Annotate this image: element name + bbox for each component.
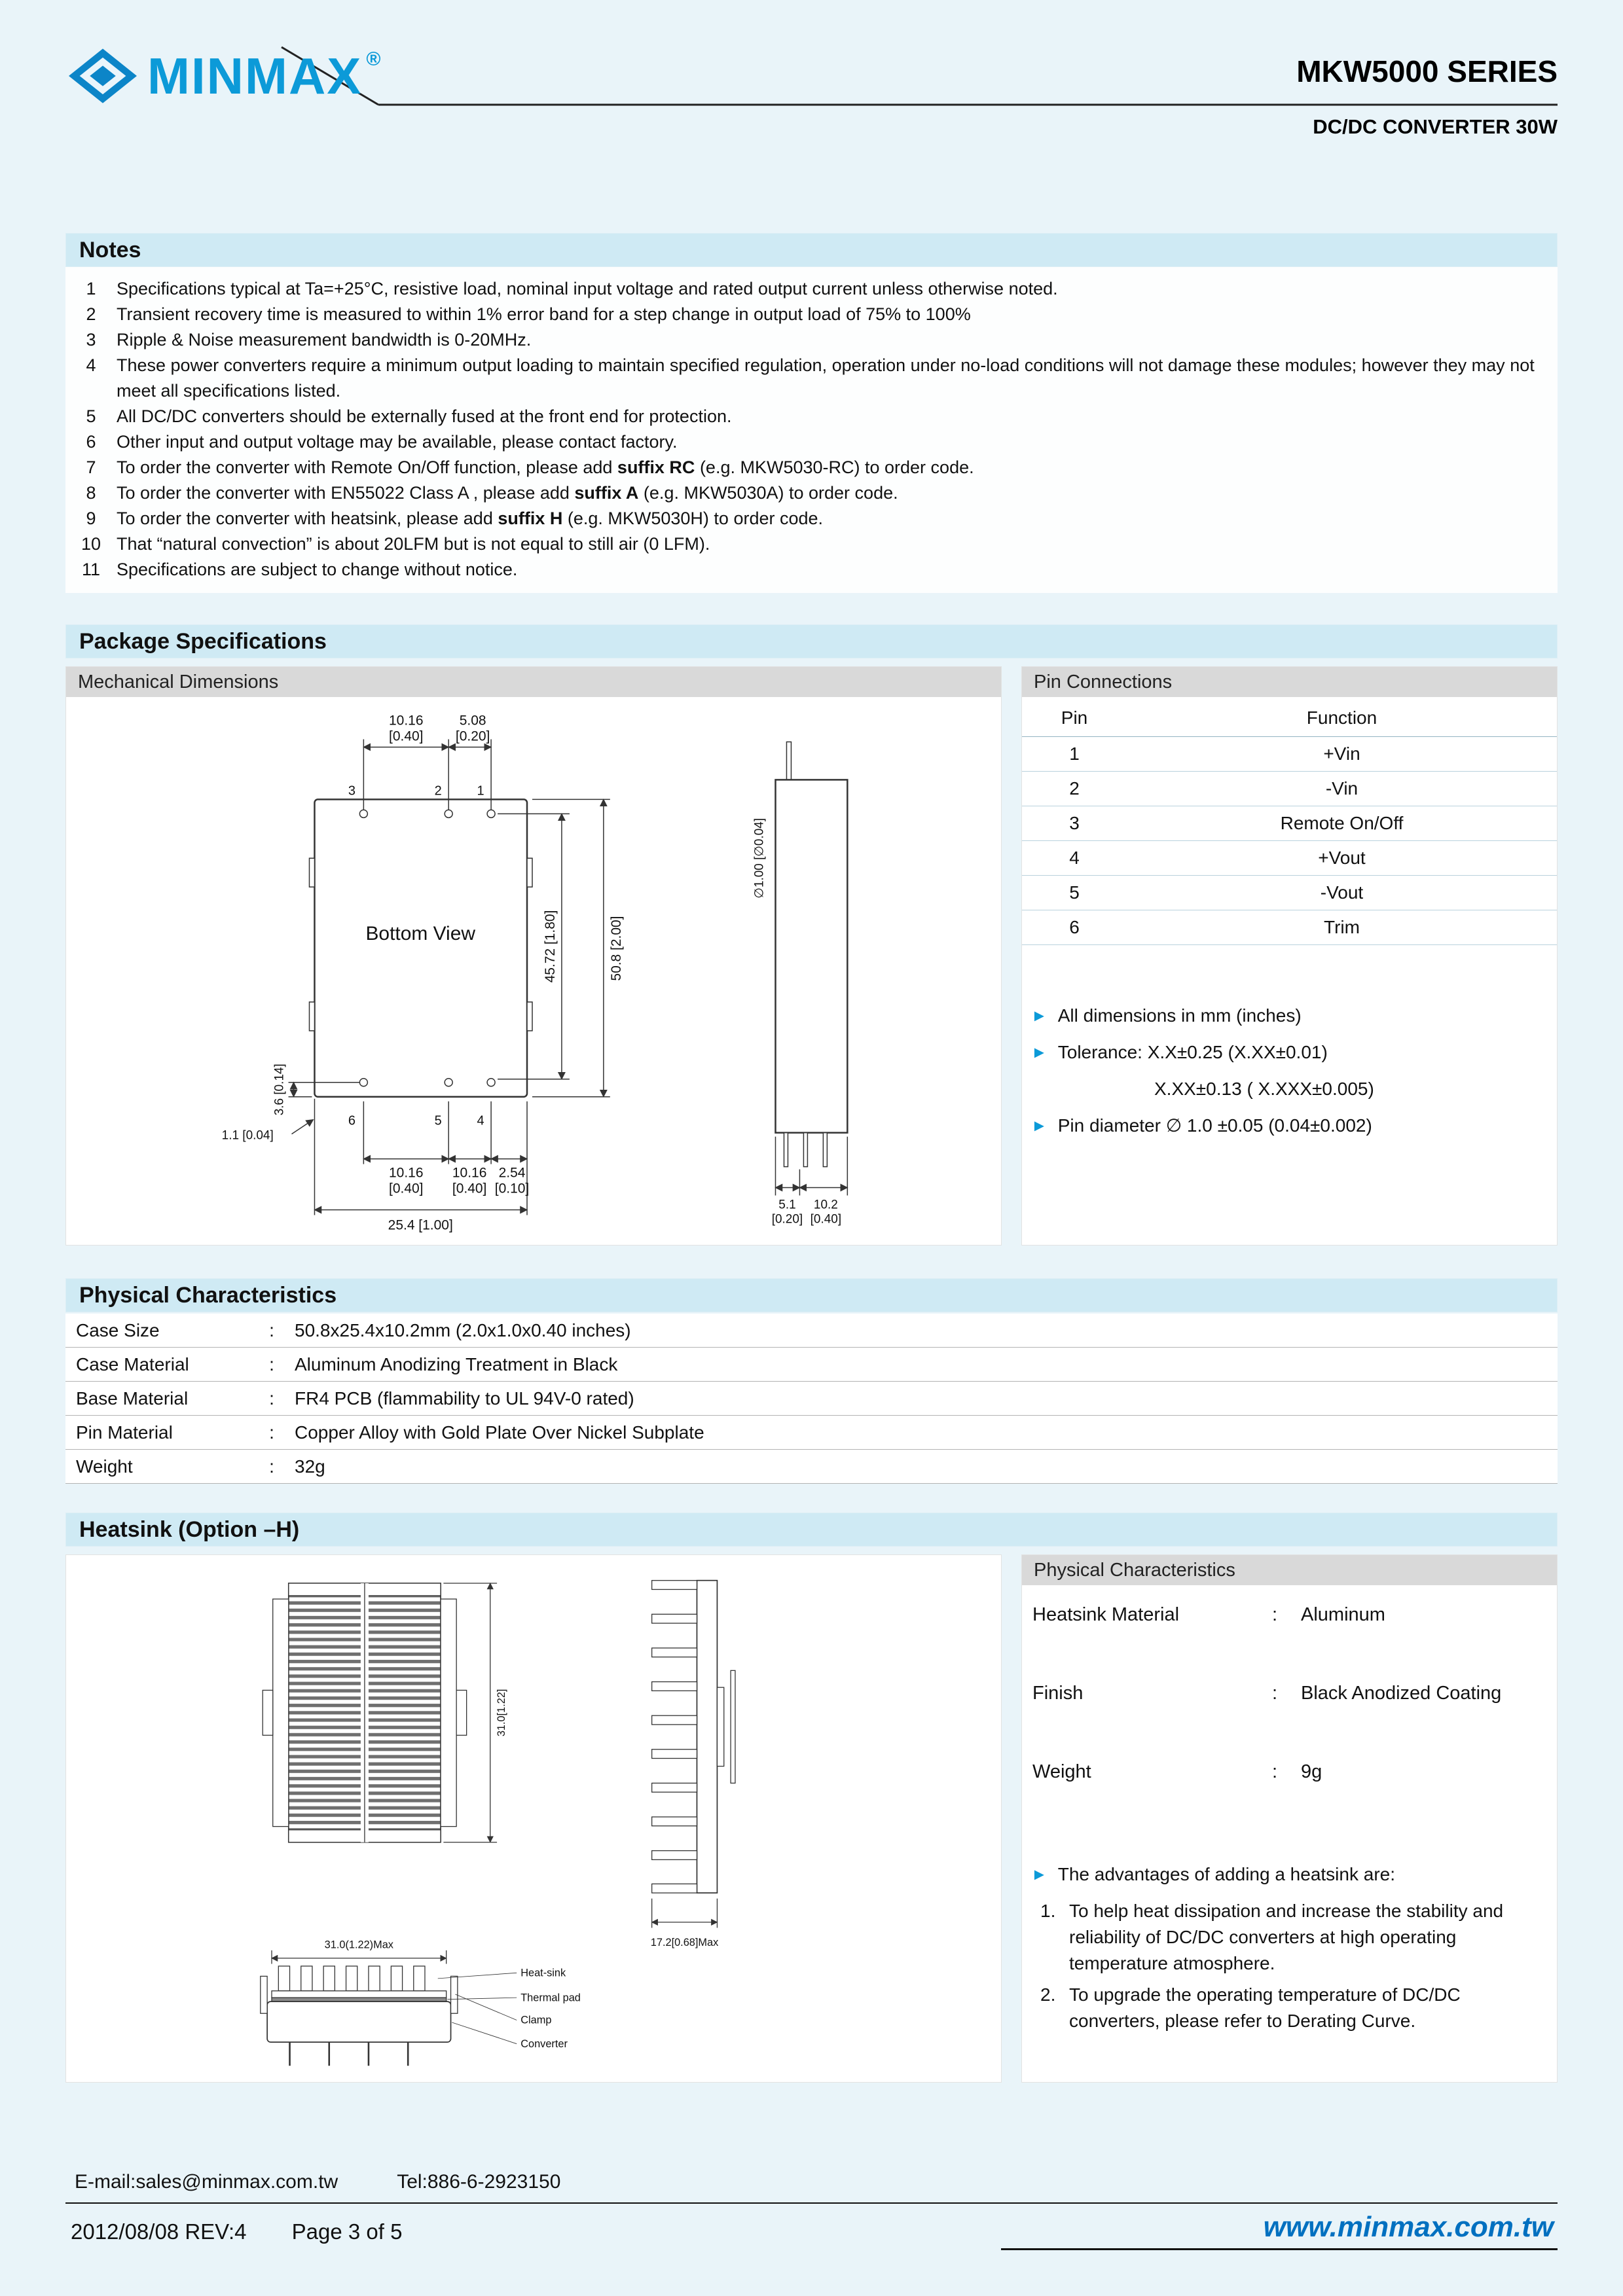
revision-text: 2012/08/08 REV:4 — [71, 2219, 247, 2244]
note-text-pre: All DC/DC converters should be externally fused at the front end for protection. — [117, 406, 732, 426]
note-text-post: (e.g. MKW5030A) to order code. — [638, 483, 898, 503]
row-value: Aluminum Anodizing Treatment in Black — [295, 1354, 618, 1374]
table-row — [1022, 806, 1557, 840]
pin-connections-panel — [1021, 666, 1558, 1246]
note-item — [65, 353, 1558, 404]
note-number: 3 — [86, 330, 96, 350]
note-text-post: (e.g. MKW5030H) to order code. — [562, 509, 824, 528]
note-text — [117, 353, 1558, 404]
heatsink-assembly-view — [261, 1950, 517, 2066]
dim-side2-value: 10.2 — [813, 1198, 838, 1212]
package-section-header — [65, 624, 1558, 658]
brand-name: MINMAX — [147, 47, 363, 105]
dim-top2-value: 5.08 — [459, 713, 486, 728]
table-row — [65, 1348, 1558, 1382]
note-number: 7 — [86, 457, 96, 477]
footer-contact — [65, 2171, 1558, 2193]
pin-number: 4 — [477, 1113, 484, 1128]
function-cell: Remote On/Off — [1127, 806, 1557, 840]
note-text-pre: Ripple & Noise measurement bandwidth is 0-20MHz. — [117, 330, 532, 350]
row-label: Finish — [1032, 1683, 1084, 1704]
pin-number: 1 — [477, 783, 484, 798]
column-header-pin: Pin — [1022, 700, 1127, 736]
function-cell: +Vout — [1127, 840, 1557, 875]
mechanical-drawing — [66, 701, 1001, 1238]
pin-cell: 2 — [1022, 771, 1127, 806]
note-text-bold: suffix H — [498, 509, 563, 528]
dim-bottom1-inch: [0.40] — [389, 1181, 424, 1196]
note-text-pre: Specifications are subject to change without notice. — [117, 560, 518, 579]
callout-thermal-pad: Thermal pad — [520, 1992, 581, 2004]
physical-title: Physical Characteristics — [79, 1282, 337, 1308]
row-label: Weight — [1032, 1761, 1091, 1782]
pin-connections-title: Pin Connections — [1034, 671, 1173, 692]
dim-overall-height: 50.8 [2.00] — [608, 916, 624, 981]
table-row — [65, 1382, 1558, 1416]
note-item — [65, 557, 1558, 583]
dim-top1-value: 10.16 — [389, 713, 424, 728]
heatsink-advantages — [1022, 1861, 1557, 2039]
callout-converter: Converter — [520, 2037, 568, 2050]
function-cell: Trim — [1127, 910, 1557, 944]
function-cell: +Vin — [1127, 736, 1557, 771]
dim-top1-inch: [0.40] — [389, 728, 424, 744]
table-row — [1022, 736, 1557, 771]
dim-overall-width: 25.4 [1.00] — [388, 1217, 453, 1233]
colon: : — [269, 1456, 274, 1477]
table-row — [1022, 840, 1557, 875]
package-specifications-section — [65, 624, 1558, 1246]
heatsink-top-view — [263, 1583, 497, 1842]
dim-bottom3-value: 2.54 — [498, 1165, 526, 1181]
tel-text: Tel:886-6-2923150 — [397, 2171, 561, 2193]
row-value: Aluminum — [1301, 1604, 1385, 1625]
row-label: Weight — [76, 1456, 133, 1477]
bullet-item — [1031, 1861, 1548, 1888]
pin-number: 3 — [348, 783, 356, 798]
email-text: E-mail:sales@minmax.com.tw — [75, 2171, 338, 2193]
row-value: Black Anodized Coating — [1301, 1683, 1502, 1704]
table-row — [1022, 875, 1557, 910]
note-text-pre: That “natural convection” is about 20LFM but is not equal to still air (0 LFM). — [117, 534, 710, 554]
website-text: www.minmax.com.tw — [1263, 2211, 1554, 2243]
heatsink-dim-overall: 31.0(1.22)Max — [324, 1939, 393, 1951]
notes-section — [65, 233, 1558, 593]
dim-side: 3.6 [0.14] — [272, 1064, 287, 1116]
row-value: 50.8x25.4x10.2mm (2.0x1.0x0.40 inches) — [295, 1319, 631, 1340]
column-header-function: Function — [1127, 700, 1557, 736]
note-text — [117, 531, 1558, 557]
advantage-text: To upgrade the operating temperature of DC/DC converters, please refer to Derating Curve. — [1069, 1984, 1461, 2031]
heatsink-drawing-panel — [65, 1554, 1002, 2083]
note-text — [117, 455, 1558, 480]
note-number: 6 — [86, 432, 96, 452]
note-text — [117, 276, 1558, 302]
heatsink-title: Heatsink (Option –H) — [79, 1516, 300, 1542]
colon: : — [1271, 1683, 1278, 1704]
row-value: 32g — [295, 1456, 325, 1477]
arrow-bullet-icon: ► — [1031, 1865, 1048, 1884]
dim-bottom2-value: 10.16 — [452, 1165, 487, 1181]
heatsink-dim-height: 31.0[1.22] — [496, 1689, 508, 1737]
note-text — [117, 506, 1558, 531]
heatsink-side-view — [652, 1581, 735, 1928]
note-text — [117, 480, 1558, 506]
note-item — [65, 276, 1558, 302]
bullet-text: All dimensions in mm (inches) — [1057, 1005, 1302, 1026]
bullet-item — [1031, 1003, 1548, 1029]
bullet-item — [1031, 1039, 1548, 1066]
callout-heatsink: Heat-sink — [520, 1967, 566, 1979]
pin-number: 5 — [434, 1113, 442, 1128]
arrow-bullet-icon: ► — [1031, 1043, 1048, 1062]
table-row — [1022, 910, 1557, 944]
dimension-notes — [1022, 1003, 1557, 1149]
note-number: 11 — [81, 560, 101, 579]
note-text-post: (e.g. MKW5030-RC) to order code. — [695, 457, 974, 477]
colon: : — [1271, 1604, 1278, 1625]
note-item — [65, 327, 1558, 353]
dim-bottom1-value: 10.16 — [389, 1165, 424, 1181]
pin-cell: 6 — [1022, 910, 1127, 944]
arrow-bullet-icon: ► — [1031, 1006, 1048, 1025]
advantage-number: 1. — [1040, 1901, 1056, 1921]
note-text — [117, 557, 1558, 583]
table-row — [1022, 771, 1557, 806]
bullet-item — [1031, 1113, 1548, 1139]
table-row — [65, 1450, 1558, 1484]
dim-side1-inch: [0.20] — [771, 1212, 803, 1227]
note-number: 5 — [86, 406, 96, 426]
bottom-view-label: Bottom View — [365, 923, 475, 945]
note-text — [117, 429, 1558, 455]
row-label: Base Material — [76, 1388, 189, 1408]
note-item — [65, 455, 1558, 480]
note-text-pre: These power converters require a minimum output loading to maintain specified regulation, operation under no-load conditions will not damage these modules; however they may not meet all specifications listed. — [117, 355, 1535, 401]
note-number: 2 — [86, 304, 96, 324]
note-item — [65, 429, 1558, 455]
note-item — [65, 531, 1558, 557]
package-title: Package Specifications — [79, 628, 327, 654]
advantages-heading: The advantages of adding a heatsink are: — [1057, 1864, 1396, 1884]
pin-cell: 1 — [1022, 736, 1127, 771]
pin-number: 6 — [348, 1113, 356, 1128]
heatsink-drawing — [66, 1555, 1001, 2079]
pin-cell: 4 — [1022, 840, 1127, 875]
pin-cell: 3 — [1022, 806, 1127, 840]
row-label: Pin Material — [76, 1422, 173, 1443]
note-text — [117, 302, 1558, 327]
registered-mark-icon: ® — [366, 48, 381, 70]
table-row — [1022, 1759, 1557, 1784]
heatsink-characteristics-panel — [1021, 1554, 1558, 2083]
advantage-text: To help heat dissipation and increase the stability and reliability of DC/DC converters at high operating temperature atmosphere. — [1069, 1901, 1504, 1973]
colon: : — [1271, 1761, 1278, 1782]
pin-connections-header — [1022, 667, 1557, 697]
table-row — [1022, 1602, 1557, 1627]
side-view — [775, 742, 847, 1195]
page-footer — [65, 2171, 1558, 2296]
dim-bottom3-inch: [0.10] — [494, 1181, 530, 1196]
heatsink-section — [65, 1513, 1558, 2083]
colon: : — [269, 1319, 274, 1340]
minmax-logo — [69, 47, 380, 105]
physical-characteristics-section — [65, 1278, 1558, 1484]
bottom-view — [289, 739, 610, 1215]
bullet-continuation: X.XX±0.13 ( X.XXX±0.005) — [1154, 1078, 1374, 1099]
dim-pin-diameter: ∅1.00 [∅0.04] — [752, 817, 767, 899]
note-item — [65, 404, 1558, 429]
heatsink-characteristics-header — [1022, 1555, 1557, 1585]
note-text-pre: To order the converter with Remote On/Off function, please add — [117, 457, 617, 477]
dim-small: 1.1 [0.04] — [221, 1128, 274, 1143]
note-number: 9 — [86, 509, 96, 528]
dim-side2-inch: [0.40] — [810, 1212, 842, 1227]
series-subtitle: DC/DC CONVERTER 30W — [1313, 115, 1558, 138]
pin-connections-table — [1022, 700, 1557, 945]
advantage-number: 2. — [1040, 1984, 1056, 2005]
advantage-item — [1031, 1982, 1548, 2034]
function-cell: -Vin — [1127, 771, 1557, 806]
table-header-row — [1022, 700, 1557, 736]
note-text-pre: To order the converter with EN55022 Class A , please add — [117, 483, 575, 503]
notes-section-header — [65, 233, 1558, 267]
callout-clamp: Clamp — [520, 2014, 552, 2026]
note-item — [65, 480, 1558, 506]
note-number: 10 — [81, 534, 101, 554]
row-label: Heatsink Material — [1032, 1604, 1180, 1625]
table-row — [65, 1416, 1558, 1450]
bullet-text: Tolerance: X.X±0.25 (X.XX±0.01) — [1057, 1041, 1328, 1062]
mechanical-dimensions-header — [66, 667, 1001, 697]
dim-top2-inch: [0.20] — [455, 728, 490, 744]
note-text-pre: Other input and output voltage may be available, please contact factory. — [117, 432, 678, 452]
dim-side1-value: 5.1 — [778, 1198, 796, 1212]
colon: : — [269, 1422, 274, 1443]
advantage-item — [1031, 1898, 1548, 1977]
note-text-pre: Specifications typical at Ta=+25°C, resistive load, nominal input voltage and rated output current unless otherwise noted. — [117, 279, 1058, 298]
function-cell: -Vout — [1127, 875, 1557, 910]
mechanical-dimensions-panel — [65, 666, 1002, 1246]
note-text — [117, 327, 1558, 353]
notes-title: Notes — [79, 237, 141, 262]
note-text-pre: To order the converter with heatsink, please add — [117, 509, 498, 528]
note-item — [65, 506, 1558, 531]
note-number: 4 — [86, 355, 96, 375]
notes-list — [65, 267, 1558, 593]
note-number: 8 — [86, 483, 96, 503]
bullet-text: Pin diameter ∅ 1.0 ±0.05 (0.04±0.002) — [1057, 1115, 1372, 1136]
series-title: MKW5000 SERIES — [1296, 54, 1558, 88]
table-row — [1022, 1681, 1557, 1706]
note-text-pre: Transient recovery time is measured to within 1% error band for a step change in output load of 75% to 100% — [117, 304, 971, 324]
row-value: FR4 PCB (flammability to UL 94V-0 rated) — [295, 1388, 634, 1408]
note-number: 1 — [86, 279, 96, 298]
row-value: 9g — [1301, 1761, 1322, 1782]
colon: : — [269, 1354, 274, 1374]
note-text — [117, 404, 1558, 429]
website-rule — [1001, 2248, 1558, 2250]
heatsink-characteristics-title: Physical Characteristics — [1034, 1559, 1235, 1581]
row-value: Copper Alloy with Gold Plate Over Nickel Subplate — [295, 1422, 704, 1443]
arrow-bullet-icon: ► — [1031, 1116, 1048, 1135]
minmax-diamond-icon — [69, 47, 137, 105]
footer-revision-line — [65, 2209, 402, 2244]
row-label: Case Size — [76, 1319, 160, 1340]
physical-section-header — [65, 1278, 1558, 1312]
table-row — [65, 1314, 1558, 1348]
page-header — [0, 0, 1623, 203]
mechanical-dimensions-title: Mechanical Dimensions — [78, 671, 279, 692]
dim-bottom2-inch: [0.40] — [452, 1181, 487, 1196]
pin-cell: 5 — [1022, 875, 1127, 910]
colon: : — [269, 1388, 274, 1408]
physical-characteristics-table — [65, 1314, 1558, 1484]
row-label: Case Material — [76, 1354, 189, 1374]
heatsink-dim-width: 17.2[0.68]Max — [650, 1936, 719, 1948]
note-text-bold: suffix A — [574, 483, 639, 503]
heatsink-section-header — [65, 1513, 1558, 1547]
note-text-bold: suffix RC — [617, 457, 695, 477]
page-number: Page 3 of 5 — [291, 2219, 403, 2244]
dim-pin-span: 45.72 [1.80] — [542, 910, 558, 983]
note-item — [65, 302, 1558, 327]
footer-rule — [65, 2202, 1558, 2204]
pin-number: 2 — [434, 783, 442, 798]
